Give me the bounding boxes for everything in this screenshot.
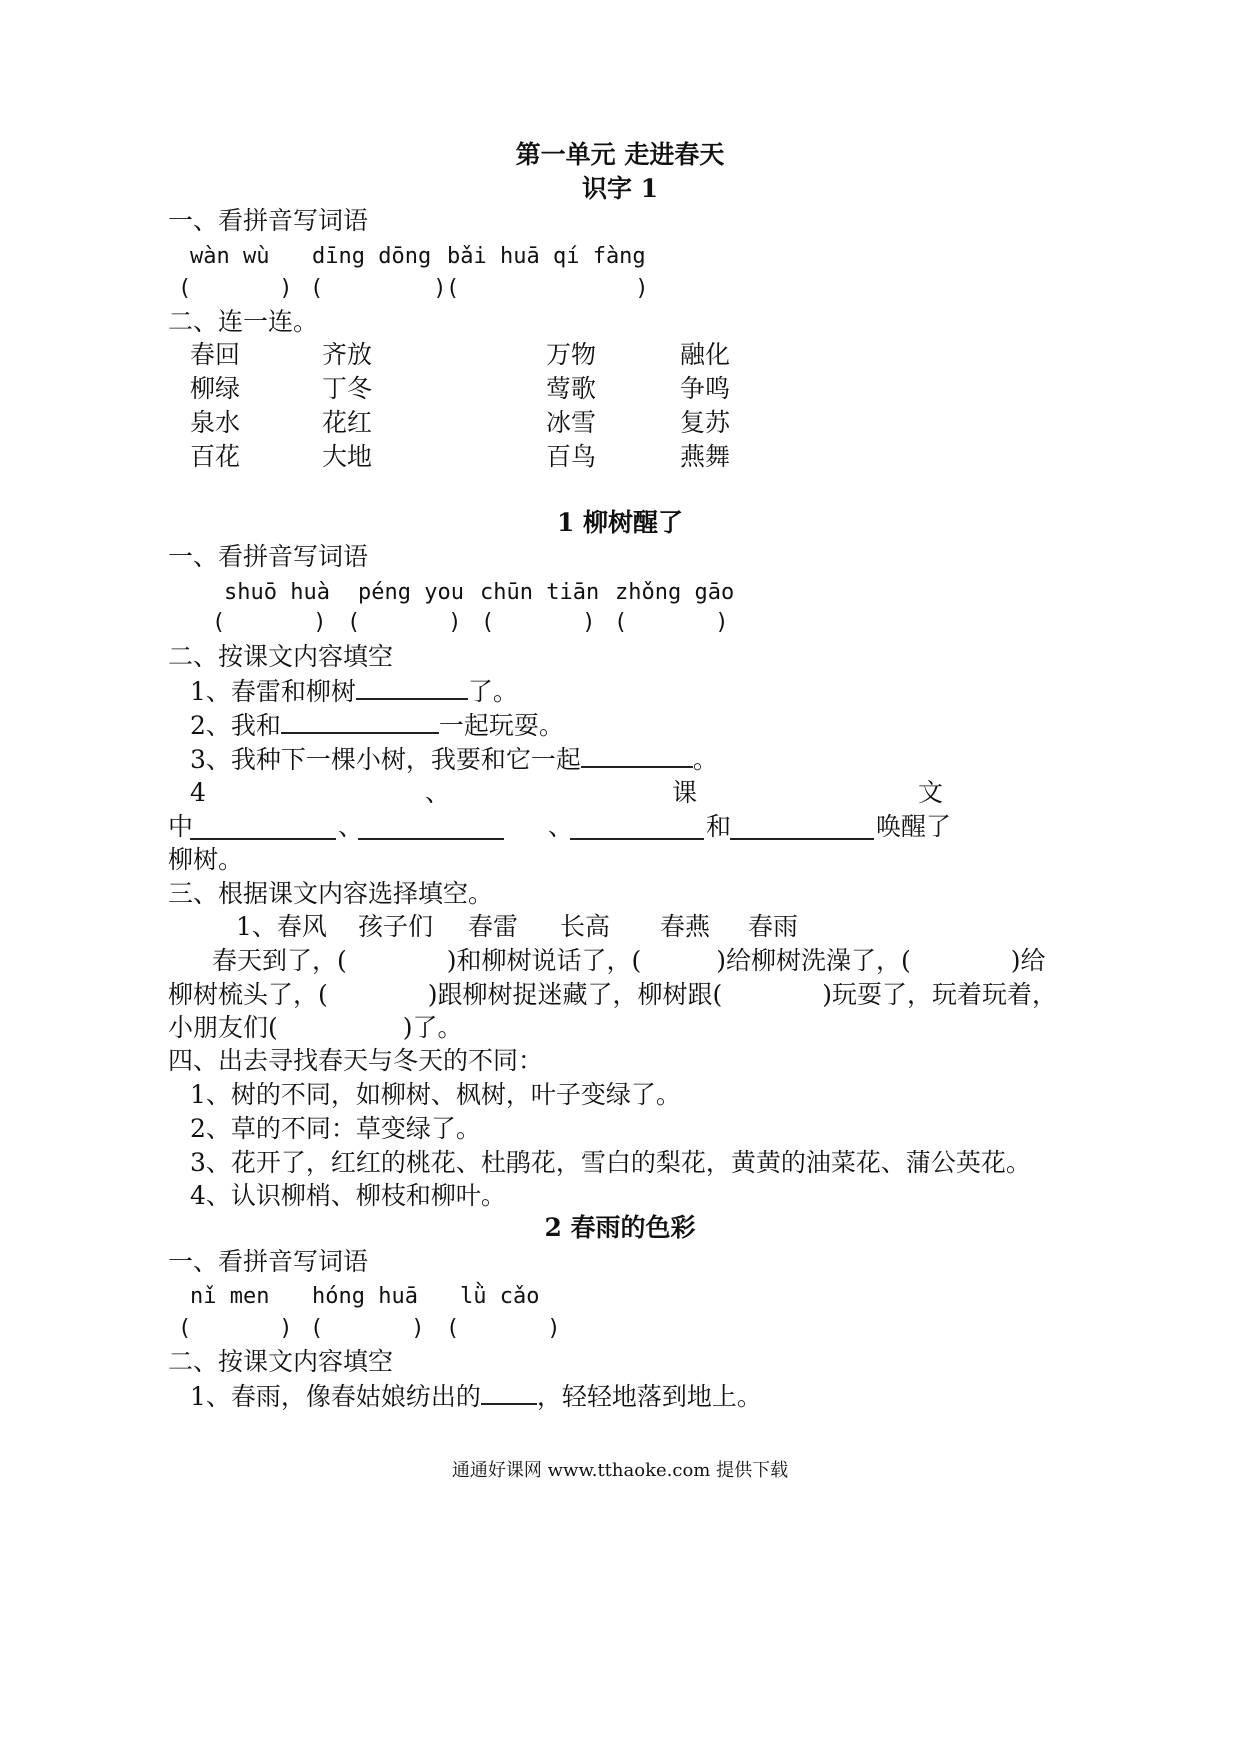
fill-text: 1、春雨，像春姑娘纺出的 [190, 1382, 481, 1411]
fill-text: 、 [338, 812, 364, 841]
match-word[interactable]: 百花 [190, 442, 241, 471]
pinyin-item: dīng dōng [312, 244, 432, 269]
fill-blank[interactable] [281, 710, 439, 734]
question-heading: 二、按课文内容填空 [168, 642, 394, 671]
answer-blank[interactable]: ( ) [310, 276, 447, 301]
fill-text: 中 [168, 812, 194, 841]
match-word[interactable]: 春回 [190, 340, 241, 369]
unit-title: 第一单元 走进春天 [515, 140, 725, 169]
fill-text: 、 [548, 812, 574, 841]
match-word[interactable]: 融化 [680, 340, 731, 369]
match-word[interactable]: 百鸟 [546, 442, 597, 471]
list-item: 1、树的不同，如柳树、枫树，叶子变绿了。 [190, 1080, 681, 1109]
fill-text: 了。 [467, 677, 518, 706]
fill-blank[interactable] [481, 1381, 537, 1405]
question-heading: 二、按课文内容填空 [168, 1347, 394, 1376]
answer-blank[interactable]: ( ) [614, 610, 729, 635]
fill-text: ，轻轻地落到地上。 [536, 1382, 762, 1411]
fill-blank[interactable] [581, 744, 693, 768]
pinyin-item: hóng huā [312, 1284, 418, 1309]
option-word: 春雷 [468, 912, 519, 941]
pinyin-item: péng you [358, 580, 464, 605]
fill-text: 文 [918, 778, 944, 807]
option-word: 孩子们 [358, 912, 434, 941]
question-heading: 四、出去寻找春天与冬天的不同： [168, 1046, 544, 1075]
match-word[interactable]: 柳绿 [190, 374, 241, 403]
match-word[interactable]: 泉水 [190, 408, 241, 437]
paragraph-line: 春天到了，( )和柳树说话了，( )给柳树洗澡了，( )给 [212, 946, 1046, 975]
option-word: 长高 [560, 912, 611, 941]
fill-blank[interactable] [730, 816, 874, 840]
option-word: 1、春风 [236, 912, 327, 941]
answer-blank[interactable]: ( ) [310, 1316, 425, 1341]
question-heading: 一、看拼音写词语 [168, 542, 369, 571]
fill-text: 一起玩耍。 [438, 711, 564, 740]
fill-blank[interactable] [356, 676, 468, 700]
match-word[interactable]: 丁冬 [322, 374, 373, 403]
answer-blank[interactable]: ( ) [446, 276, 649, 301]
fill-text: 3、我种下一棵小树，我要和它一起 [190, 745, 581, 774]
fill-text: 、 [425, 778, 451, 807]
pinyin-item: wàn wù [190, 244, 270, 269]
list-item: 4、认识柳梢、柳枝和柳叶。 [190, 1181, 506, 1210]
pinyin-item: lǜ cǎo [460, 1284, 540, 1309]
section-title-shizi: 识字 1 [581, 174, 659, 203]
answer-blank[interactable]: ( ) [178, 276, 293, 301]
section-title-lesson2: 2 春雨的色彩 [544, 1213, 696, 1242]
question-heading: 一、看拼音写词语 [168, 206, 369, 235]
match-word[interactable]: 冰雪 [546, 408, 597, 437]
answer-blank[interactable]: ( ) [347, 610, 462, 635]
fill-blank[interactable] [190, 816, 336, 840]
fill-text: 课 [672, 778, 698, 807]
pinyin-item: chūn tiān [480, 580, 600, 605]
fill-text: 唤醒了 [876, 812, 952, 841]
pinyin-item: nǐ men [190, 1284, 270, 1309]
match-word[interactable]: 燕舞 [680, 442, 731, 471]
answer-blank[interactable]: ( ) [178, 1316, 293, 1341]
paragraph-line: 小朋友们( )了。 [168, 1013, 463, 1042]
list-item: 2、草的不同：草变绿了。 [190, 1114, 481, 1143]
fill-text: 1、春雷和柳树 [190, 677, 356, 706]
pinyin-item: shuō huà [224, 580, 330, 605]
match-word[interactable]: 花红 [322, 408, 373, 437]
list-item: 3、花开了，红红的桃花、杜鹃花，雪白的梨花，黄黄的油菜花、蒲公英花。 [190, 1148, 1031, 1177]
fill-item [190, 710, 564, 741]
fill-text: 4 [190, 778, 206, 807]
match-word[interactable]: 大地 [322, 442, 373, 471]
fill-item [190, 744, 718, 775]
paragraph-line: 柳树梳头了，( )跟柳树捉迷藏了，柳树跟( )玩耍了，玩着玩着， [168, 980, 1058, 1009]
pinyin-item: zhǒng gāo [615, 580, 735, 605]
fill-blank[interactable] [358, 816, 504, 840]
pinyin-item: bǎi huā qí fàng [447, 244, 646, 269]
fill-text: 和 [706, 812, 732, 841]
option-word: 春燕 [660, 912, 711, 941]
match-word[interactable]: 复苏 [680, 408, 731, 437]
question-heading: 二、连一连。 [168, 307, 319, 336]
answer-blank[interactable]: ( ) [481, 610, 596, 635]
answer-blank[interactable]: ( ) [212, 610, 327, 635]
fill-item [190, 676, 518, 707]
option-word: 春雨 [748, 912, 799, 941]
footer-text: 通通好课网 www.tthaoke.com 提供下载 [451, 1460, 789, 1481]
fill-item [190, 1381, 762, 1412]
match-word[interactable]: 万物 [546, 340, 597, 369]
question-heading: 一、看拼音写词语 [168, 1247, 369, 1276]
answer-blank[interactable]: ( ) [446, 1316, 561, 1341]
match-word[interactable]: 莺歌 [546, 374, 597, 403]
fill-text: 。 [692, 745, 718, 774]
section-title-lesson1: 1 柳树醒了 [556, 508, 684, 537]
match-word[interactable]: 争鸣 [680, 374, 731, 403]
question-heading: 三、根据课文内容选择填空。 [168, 879, 494, 908]
match-word[interactable]: 齐放 [322, 340, 373, 369]
fill-text: 柳树。 [168, 845, 244, 874]
fill-blank[interactable] [570, 816, 704, 840]
fill-text: 2、我和 [190, 711, 281, 740]
